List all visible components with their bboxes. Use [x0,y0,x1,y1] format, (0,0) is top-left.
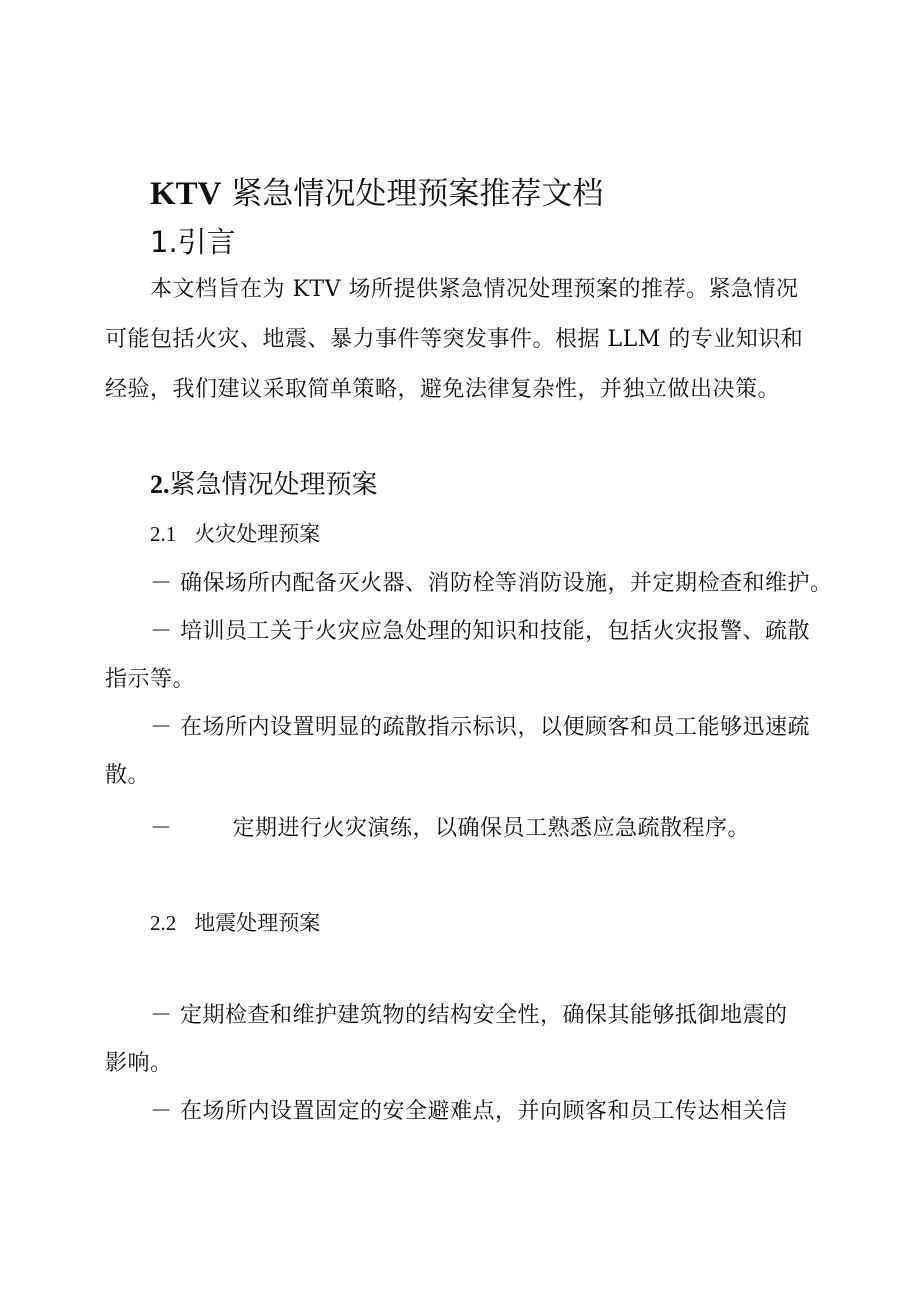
section2-text: 紧急情况处理预案 [169,470,378,500]
intro-line-3: 经验，我们建议采取简单策略，避免法律复杂性，并独立做出决策。 [105,377,781,402]
title-latin: KTV [150,176,222,212]
section2-heading [150,464,378,501]
section2-number: 2. [150,470,170,499]
fire-item-4: － 定期进行火灾演练，以确保员工熟悉应急疏散程序。 [150,816,750,841]
subsection-2-2-number: 2.2 [150,911,177,935]
subsection-2-1-text: 火灾处理预案 [194,522,321,546]
title-rest: 紧急情况处理预案推荐文档 [221,176,604,212]
document-title [150,168,603,213]
fire-item-3: － 在场所内设置明显的疏散指示标识，以便顾客和员工能够迅速疏 [150,715,810,740]
intro-line-1: 本文档旨在为 KTV 场所提供紧急情况处理预案的推荐。紧急情况 [150,277,799,302]
subsection-2-1-number: 2.1 [150,522,177,546]
quake-item-2: － 在场所内设置固定的安全避难点，并向顾客和员工传达相关信 [150,1099,788,1124]
fire-item-2-cont: 指示等。 [105,667,196,692]
fire-item-2: － 培训员工关于火灾应急处理的知识和技能，包括火灾报警、疏散 [150,619,810,644]
quake-item-1: － 定期检查和维护建筑物的结构安全性，确保其能够抵御地震的 [150,1003,788,1028]
quake-item-1-cont: 影响。 [105,1051,173,1076]
subsection-2-1-heading [150,518,320,548]
fire-item-3-cont: 散。 [105,763,151,788]
fire-item-1: － 确保场所内配备灭火器、消防栓等消防设施，并定期检查和维护。 [150,571,833,596]
subsection-2-2-text: 地震处理预案 [194,911,321,935]
intro-line-2: 可能包括火灾、地震、暴力事件等突发事件。根据 LLM 的专业知识和 [105,327,804,352]
section1-heading: 1.引言 [150,225,236,259]
subsection-2-2-heading [150,907,320,937]
